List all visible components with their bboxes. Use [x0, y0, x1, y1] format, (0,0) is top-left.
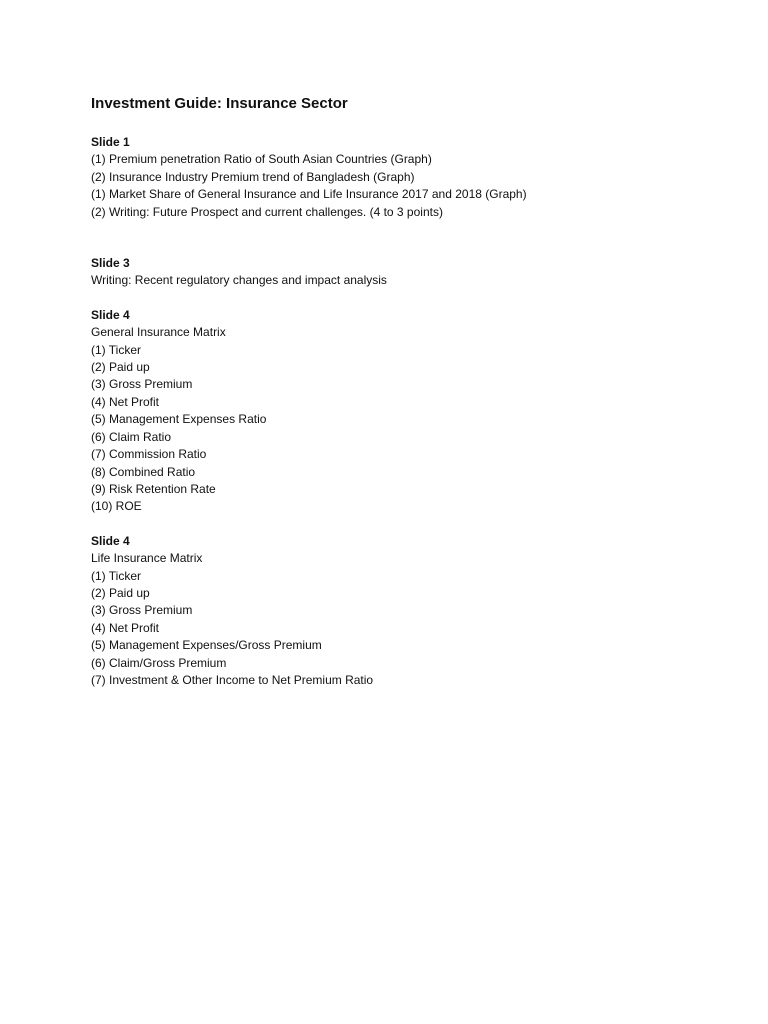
- list-item: (1) Premium penetration Ratio of South Asian Countries (Graph): [91, 152, 432, 167]
- list-item: (2) Paid up: [91, 585, 150, 600]
- subheading: Life Insurance Matrix: [91, 551, 203, 566]
- section-slide-4-life: [91, 533, 731, 690]
- list-item: Writing: Recent regulatory changes and impact analysis: [91, 273, 387, 288]
- section-slide-4-general: [91, 307, 731, 516]
- list-item: (2) Insurance Industry Premium trend of Bangladesh (Graph): [91, 169, 415, 184]
- list-item: (10) ROE: [91, 499, 142, 514]
- list-item: (3) Gross Premium: [91, 377, 193, 392]
- list-item: (9) Risk Retention Rate: [91, 481, 216, 496]
- list-item: (1) Ticker: [91, 568, 142, 583]
- document-content: [91, 94, 731, 689]
- section-title: Slide 4: [91, 307, 130, 322]
- list-item: (7) Commission Ratio: [91, 447, 207, 462]
- list-item: (1) Ticker: [91, 342, 142, 357]
- list-item: (5) Management Expenses/Gross Premium: [91, 638, 322, 653]
- list-item: (2) Writing: Future Prospect and current challenges. (4 to 3 points): [91, 204, 443, 219]
- section-title: Slide 3: [91, 256, 130, 271]
- list-item: (2) Paid up: [91, 360, 150, 375]
- list-item: (6) Claim Ratio: [91, 429, 172, 444]
- list-item: (3) Gross Premium: [91, 603, 193, 618]
- list-item: (6) Claim/Gross Premium: [91, 655, 227, 670]
- section-title: Slide 1: [91, 135, 130, 149]
- list-item: (5) Management Expenses Ratio: [91, 412, 267, 427]
- document-title: Investment Guide: Insurance Sector: [91, 95, 348, 112]
- section-title: Slide 4: [91, 533, 130, 548]
- subheading: General Insurance Matrix: [91, 325, 226, 340]
- section-slide-1: [91, 134, 731, 221]
- list-item: (4) Net Profit: [91, 620, 160, 635]
- list-item: (4) Net Profit: [91, 394, 160, 409]
- section-slide-3: [91, 255, 731, 290]
- list-item: (7) Investment & Other Income to Net Premium Ratio: [91, 672, 374, 687]
- list-item: (8) Combined Ratio: [91, 464, 196, 479]
- list-item: (1) Market Share of General Insurance and Life Insurance 2017 and 2018 (Graph): [91, 187, 527, 202]
